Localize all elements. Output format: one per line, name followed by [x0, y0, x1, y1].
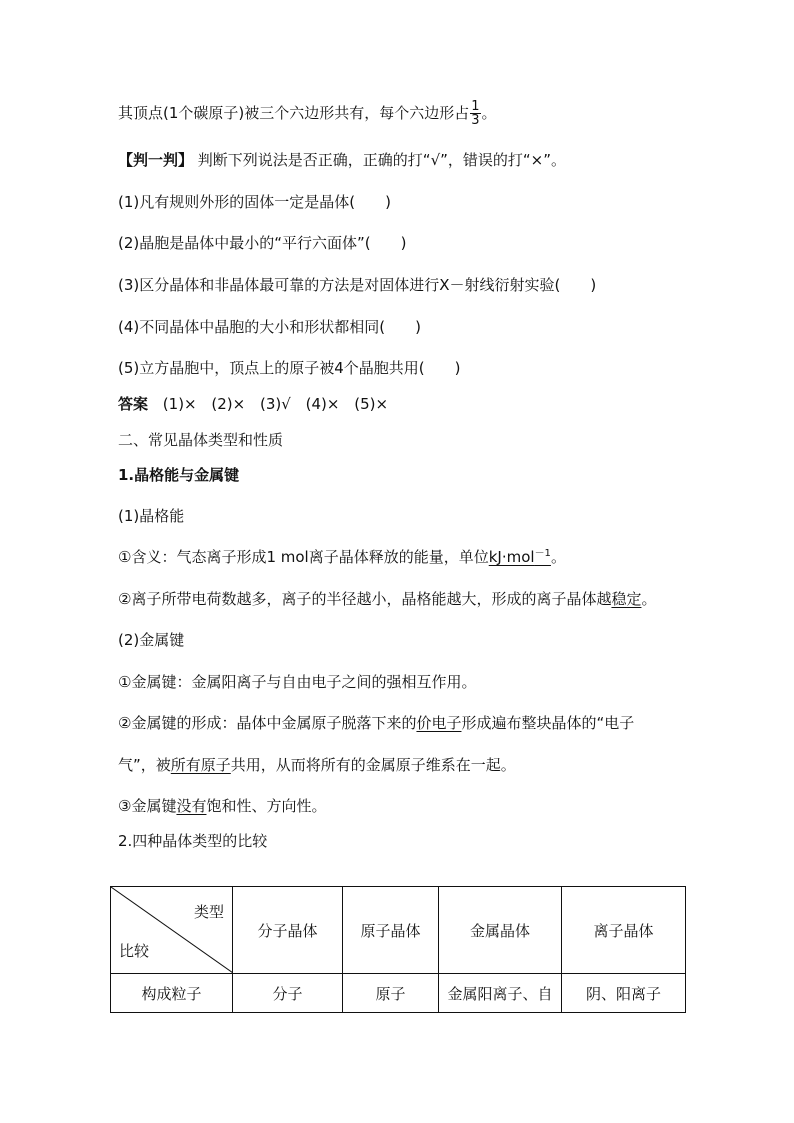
header-molecular: 分子晶体 [233, 887, 343, 974]
judge-label: 【判一判】 [118, 151, 194, 169]
lattice-definition [118, 547, 566, 567]
lattice-rule-text: ②离子所带电荷数越多，离子的半径越小，晶格能越大，形成的离子晶体越 [118, 590, 612, 608]
unit-base: kJ·mol [488, 548, 535, 566]
diagonal-header [111, 887, 232, 973]
lattice-energy-title: (1)晶格能 [118, 507, 185, 525]
row-label: 构成粒子 [111, 974, 233, 1013]
answer-4: (4)× [305, 395, 340, 413]
lattice-unit [489, 548, 551, 566]
intro-end: 。 [481, 104, 497, 122]
answer-5: (5)× [354, 395, 389, 413]
judge-instruction: 判断下列说法是否正确，正确的打“√”，错误的打“×”。 [197, 151, 567, 169]
unit-exponent: －1 [534, 548, 551, 559]
formation-keyword-all-atoms: 所有原子 [170, 756, 231, 774]
formation-text-b: 形成遍布整块晶体的“电子 [461, 714, 635, 732]
header-ionic: 离子晶体 [562, 887, 686, 974]
fraction-one-third [470, 100, 480, 127]
formation-keyword-valence: 价电子 [416, 714, 462, 732]
answer-3: (3)√ [260, 395, 291, 413]
corner-label-compare: 比较 [119, 942, 150, 960]
fraction-denominator: 3 [471, 113, 480, 128]
subsection-1-heading: 1.晶格能与金属键 [118, 466, 240, 484]
cell-metallic: 金属阳离子、自 [439, 974, 562, 1013]
crystal-comparison-table [110, 886, 686, 1013]
answer-2: (2)× [211, 395, 246, 413]
lattice-rule-end: 。 [641, 590, 657, 608]
lattice-rule [118, 589, 656, 609]
fraction-numerator: 1 [471, 99, 480, 114]
table-corner-cell [111, 887, 233, 974]
property-text-a: ③金属键 [118, 797, 177, 815]
judge-heading [118, 150, 566, 170]
cell-molecular: 分子 [233, 974, 343, 1013]
subsection-2-heading: 2.四种晶体类型的比较 [118, 832, 268, 850]
judge-item-1: (1)凡有规则外形的固体一定是晶体( ) [118, 193, 391, 211]
metallic-bond-formation [118, 713, 634, 733]
metallic-bond-definition: ①金属键：金属阳离子与自由电子之间的强相互作用。 [118, 673, 477, 691]
header-atomic: 原子晶体 [343, 887, 439, 974]
judge-item-4: (4)不同晶体中晶胞的大小和形状都相同( ) [118, 318, 421, 336]
property-keyword: 没有 [176, 797, 207, 815]
property-text-b: 饱和性、方向性。 [206, 797, 327, 815]
intro-line [118, 100, 497, 127]
formation-text-c: 气”，被 [118, 756, 171, 774]
formation-text-a: ②金属键的形成：晶体中金属原子脱落下来的 [118, 714, 417, 732]
cell-atomic: 原子 [343, 974, 439, 1013]
section-heading: 二、常见晶体类型和性质 [118, 431, 284, 449]
table-header-row [111, 887, 686, 974]
metallic-bond-title: (2)金属键 [118, 631, 185, 649]
formation-text-d: 共用，从而将所有的金属原子维系在一起。 [230, 756, 516, 774]
header-metallic: 金属晶体 [439, 887, 562, 974]
answer-line [118, 394, 388, 414]
answer-label: 答案 [118, 395, 149, 413]
judge-item-5: (5)立方晶胞中，顶点上的原子被4个晶胞共用( ) [118, 359, 461, 377]
metallic-bond-property [118, 796, 326, 816]
table-row [111, 974, 686, 1013]
metallic-bond-formation-cont [118, 755, 516, 775]
judge-item-2: (2)晶胞是晶体中最小的“平行六面体”( ) [118, 234, 407, 252]
lattice-definition-end: 。 [550, 548, 566, 566]
lattice-definition-text: ①含义：气态离子形成1 mol离子晶体释放的能量，单位 [118, 548, 489, 566]
cell-ionic: 阴、阳离子 [562, 974, 686, 1013]
lattice-rule-keyword: 稳定 [611, 590, 642, 608]
corner-label-type: 类型 [193, 903, 224, 921]
intro-text: 其顶点(1个碳原子)被三个六边形共有，每个六边形占 [118, 104, 470, 122]
judge-item-3: (3)区分晶体和非晶体最可靠的方法是对固体进行X－射线衍射实验( ) [118, 276, 597, 294]
answer-1: (1)× [162, 395, 197, 413]
